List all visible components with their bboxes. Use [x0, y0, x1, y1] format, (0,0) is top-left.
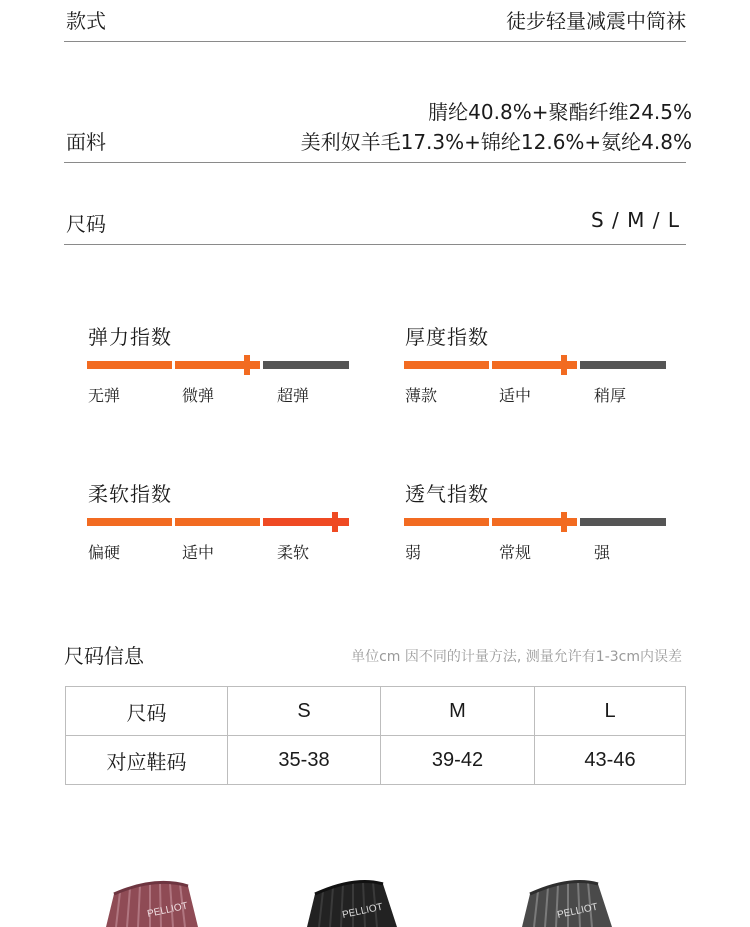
softness-bar-segment-2 — [175, 518, 260, 526]
size-table — [65, 686, 686, 785]
breathability-level-marker — [561, 512, 567, 532]
elasticity-bar-segment-1 — [87, 361, 172, 369]
softness-bar-segment-1 — [87, 518, 172, 526]
fabric-value-line2: 美利奴羊毛17.3%+锦纶12.6%+氨纶4.8% — [300, 130, 692, 154]
sock-brand-text: PELLIOT — [341, 901, 384, 921]
size-label: 尺码 — [66, 212, 106, 236]
breathability-level-mid: 常规 — [499, 543, 532, 562]
softness-index-title: 柔软指数 — [88, 482, 172, 506]
table-cell: 39-42 — [381, 736, 535, 785]
table-row — [66, 687, 686, 736]
softness-level-high: 柔软 — [277, 543, 310, 562]
elasticity-bar-segment-3 — [263, 361, 349, 369]
elasticity-level-marker — [244, 355, 250, 375]
elasticity-level-high: 超弹 — [277, 386, 310, 405]
size-info-title: 尺码信息 — [64, 644, 144, 668]
thickness-bar-segment-1 — [404, 361, 489, 369]
size-info-note: 单位cm 因不同的计量方法, 测量允许有1-3cm内误差 — [351, 649, 682, 665]
softness-level-mid: 适中 — [182, 543, 215, 562]
thickness-level-low: 薄款 — [405, 386, 438, 405]
breathability-bar-segment-3 — [580, 518, 666, 526]
table-row — [66, 736, 686, 785]
sock-burgundy-image — [100, 872, 210, 927]
breathability-bar-segment-1 — [404, 518, 489, 526]
sock-brand-text: PELLIOT — [556, 901, 599, 921]
divider — [64, 41, 686, 42]
softness-level-low: 偏硬 — [88, 543, 121, 562]
softness-level-marker — [332, 512, 338, 532]
sock-brand-text: PELLIOT — [146, 900, 189, 920]
table-header-cell: M — [381, 687, 535, 736]
fabric-label: 面料 — [66, 130, 106, 154]
thickness-index-title: 厚度指数 — [405, 325, 489, 349]
sock-black-image — [305, 872, 415, 927]
style-value: 徒步轻量减震中筒袜 — [506, 9, 686, 33]
style-label: 款式 — [66, 9, 106, 33]
breathability-index-title: 透气指数 — [405, 482, 489, 506]
breathability-level-high: 强 — [594, 543, 611, 562]
thickness-level-marker — [561, 355, 567, 375]
thickness-level-mid: 适中 — [499, 386, 532, 405]
table-cell: 35-38 — [228, 736, 381, 785]
size-value: S / M / L — [591, 208, 680, 232]
breathability-level-low: 弱 — [405, 543, 422, 562]
thickness-bar-segment-3 — [580, 361, 666, 369]
table-cell: 43-46 — [535, 736, 686, 785]
elasticity-level-low: 无弹 — [88, 386, 121, 405]
table-header-cell: S — [228, 687, 381, 736]
divider — [64, 244, 686, 245]
divider — [64, 162, 686, 163]
elasticity-index-title: 弹力指数 — [88, 325, 172, 349]
table-header-cell: L — [535, 687, 686, 736]
sock-gray-image — [520, 872, 630, 927]
table-header-cell: 尺码 — [66, 687, 228, 736]
elasticity-level-mid: 微弹 — [182, 386, 215, 405]
thickness-level-high: 稍厚 — [594, 386, 627, 405]
table-cell: 对应鞋码 — [66, 736, 228, 785]
fabric-value-line1: 腈纶40.8%+聚酯纤维24.5% — [428, 100, 692, 124]
